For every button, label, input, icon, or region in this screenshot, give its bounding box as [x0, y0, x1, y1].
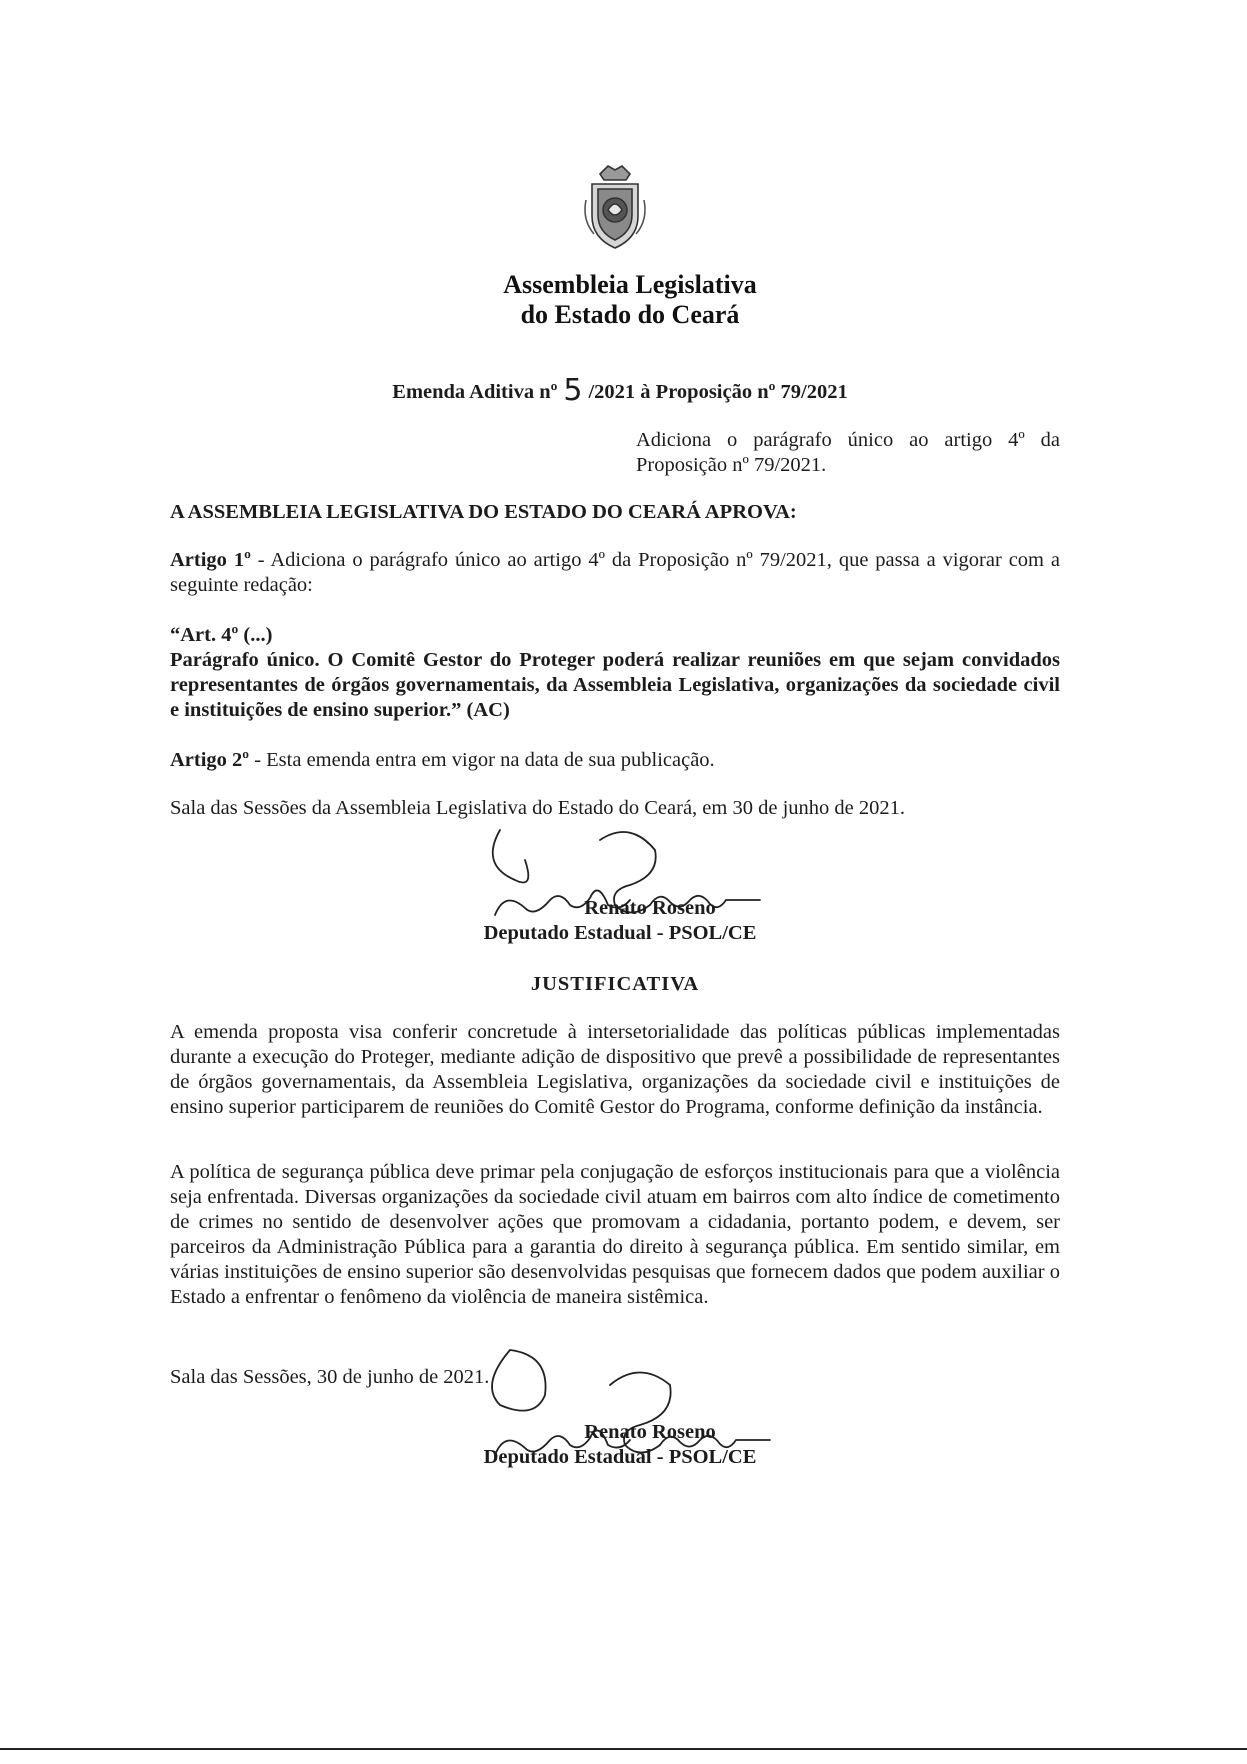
signer-name: Renato Roseno	[584, 1421, 716, 1443]
institution-line-1: Assembleia Legislativa	[503, 270, 757, 299]
approval-statement: A ASSEMBLEIA LEGISLATIVA DO ESTADO DO CEARÁ APROVA:	[170, 501, 797, 523]
justification-title: JUSTIFICATIVA	[530, 973, 700, 995]
document-heading	[300, 373, 940, 408]
closing-line-2: Sala das Sessões, 30 de junho de 2021.	[170, 1366, 490, 1388]
emenda-number: 5	[563, 373, 583, 408]
ceara-coat-of-arms-icon	[580, 160, 650, 252]
signer-name: Renato Roseno	[584, 897, 716, 919]
closing-line-1: Sala das Sessões da Assembleia Legislativa do Estado do Ceará, em 30 de junho de 2021.	[170, 797, 905, 819]
justification-paragraph-2: A política de segurança pública deve primar pela conjugação de esforços institucionais para que a violência seja enfrentada. Diversas organizações da sociedade civil atuam em bairros com alto índice de cometimento de crimes no sentido de desenvolver ações que promovam a cidadania, portanto podem, e devem, ser parceiros da Administração Pública para a garantia do direito à segurança pública. Em sentido similar, em várias instituições de ensino superior são desenvolvidas pesquisas que fornecem dados que podem auxiliar o Estado a enfrentar o fenômeno da violência de maneira sistêmica.	[170, 1161, 1060, 1308]
heading-prefix: Emenda Aditiva nº	[392, 381, 558, 403]
signer-role: Deputado Estadual - PSOL/CE	[483, 1446, 757, 1468]
institution-line-2: do Estado do Ceará	[520, 300, 740, 329]
article-2	[170, 748, 1060, 773]
signature-block-2	[440, 1420, 800, 1470]
quoted-article-line: “Art. 4º (...)	[170, 624, 273, 646]
quoted-paragraph: Parágrafo único. O Comitê Gestor do Proteger poderá realizar reuniões em que sejam convidados representantes de órgãos governamentais, da Assembleia Legislativa, organizações da sociedade civil e instituições de ensino superior.” (AC)	[170, 649, 1060, 721]
justification-paragraph-1: A emenda proposta visa conferir concretude à intersetorialidade das políticas públicas implementadas durante a execução do Proteger, mediante adição de dispositivo que prevê a possibilidade de representantes de órgãos governamentais, da Assembleia Legislativa, organizações da sociedade civil e instituições de ensino superior participarem de reuniões do Comitê Gestor do Programa, conforme definição da instância.	[170, 1021, 1060, 1118]
heading-suffix: /2021 à Proposição nº 79/2021	[588, 381, 848, 403]
signature-block-1	[440, 896, 800, 946]
article-1	[170, 548, 1060, 598]
article-2-text: - Esta emenda entra em vigor na data de sua publicação.	[249, 749, 715, 771]
article-1-text: - Adiciona o parágrafo único ao artigo 4º da Proposição nº 79/2021, que passa a vigorar com a seguinte redação:	[170, 549, 1060, 596]
article-1-label: Artigo 1º	[170, 549, 251, 571]
page-bottom-rule	[0, 1748, 1247, 1750]
quoted-text	[170, 623, 1060, 723]
institution-name	[380, 270, 880, 330]
ementa: Adiciona o parágrafo único ao artigo 4º da Proposição nº 79/2021.	[636, 429, 1060, 476]
signer-role: Deputado Estadual - PSOL/CE	[483, 922, 757, 944]
article-2-label: Artigo 2º	[170, 749, 250, 771]
